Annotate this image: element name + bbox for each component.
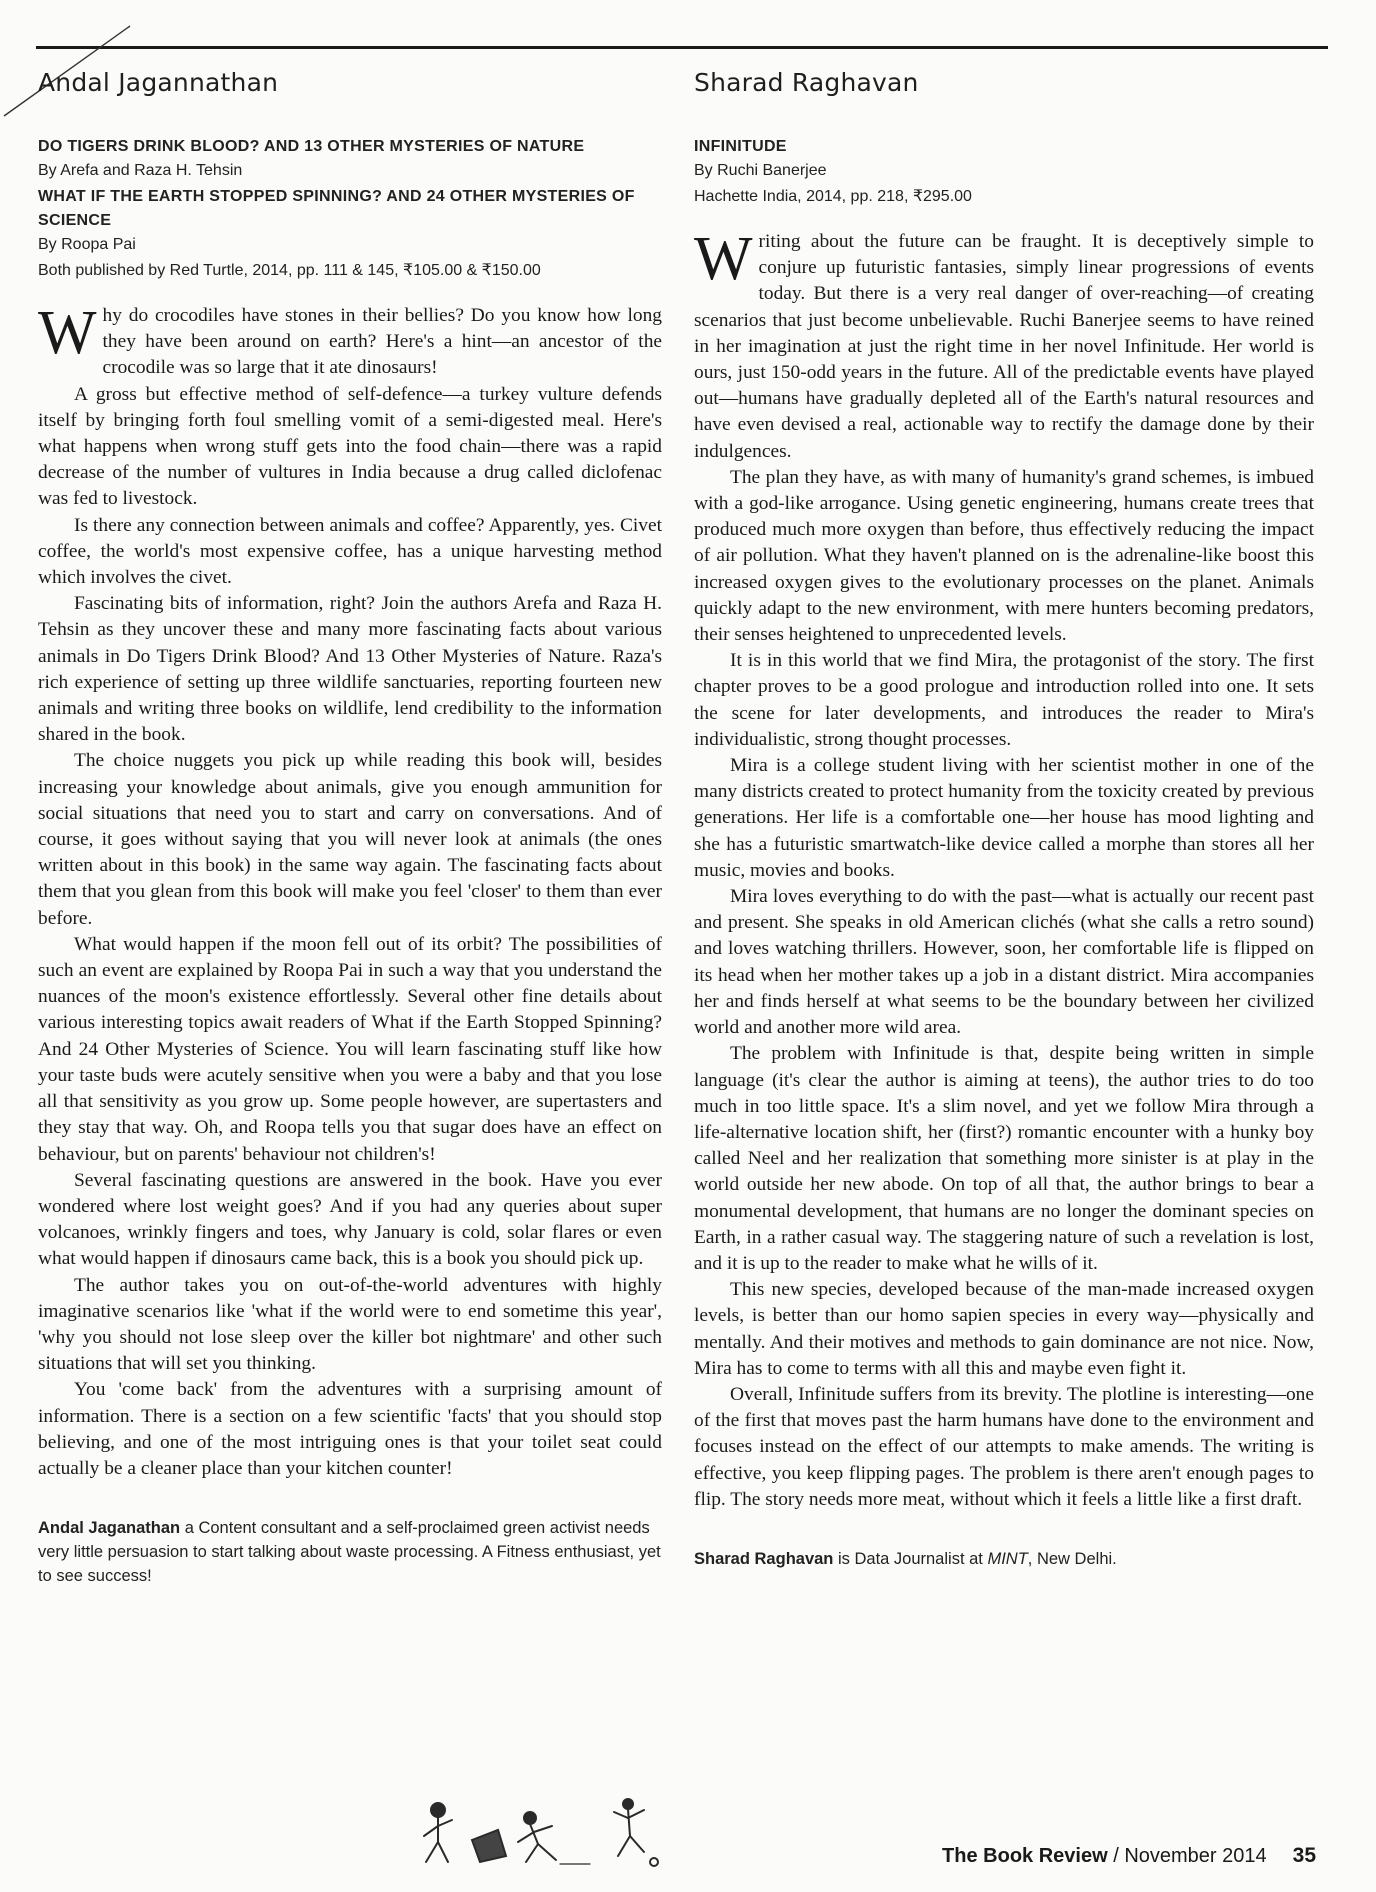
right-dropcap: W xyxy=(694,225,753,293)
left-book-details xyxy=(38,135,662,283)
book2-authors: By Roopa Pai xyxy=(38,236,136,253)
right-book-author: By Ruchi Banerjee xyxy=(694,162,827,179)
left-publication-info: Both published by Red Turtle, 2014, pp. 111 & 145, ₹105.00 & ₹150.00 xyxy=(38,262,541,279)
right-review-column xyxy=(694,60,1314,1571)
right-paragraph-1 xyxy=(694,225,1314,465)
footer-page-number: 35 xyxy=(1292,1844,1316,1867)
right-bio-name: Sharad Raghavan xyxy=(694,1549,834,1568)
book2-title: WHAT IF THE EARTH STOPPED SPINNING? AND 24 OTHER MYSTERIES OF SCIENCE xyxy=(38,188,635,229)
left-paragraph-3: Is there any connection between animals and coffee? Apparently, yes. Civet coffee, the world's most expensive coffee, has a unique harvesting method which involves the civet. xyxy=(38,514,662,589)
right-book-title: INFINITUDE xyxy=(694,138,787,155)
right-paragraph-6: The problem with Infinitude is that, despite being written in simple language (it's clear the author is aiming at teens), the author tries to do too much in too little space. It's a slim novel, and yet we follow Mira through a life-alternative location shift, her (first?) romantic encounter with a hunky boy called Neel and her realization that something more sinister is at play in the world outside her new abode. On top of all that, the author brings to bear a monumental development, that humans are no longer the dominant species on Earth, in a rather casual way. The staggering nature of such a revelation is lost, and it is up to the reader to make what he wills of it. xyxy=(694,1043,1314,1274)
left-paragraph-7: Several fascinating questions are answered in the book. Have you ever wondered where lost weight goes? And if you had any queries about super volcanoes, wrinkly fingers and toes, why January is cold, solar flares or even what would happen if dinosaurs came back, this is a book you should pick up. xyxy=(38,1169,662,1270)
left-paragraph-1 xyxy=(38,299,662,382)
right-paragraph-5: Mira loves everything to do with the past—what is actually our recent past and present. She speaks in old American clichés (what she calls a retro sound) and loves watching thrillers. However, soon, her comfortable life is flipped on its head when her mother takes up a job in a distant district. Mira accompanies her and finds herself at what seems to be the boundary between her civilized world and another more wild area. xyxy=(694,886,1314,1039)
left-paragraph-5: The choice nuggets you pick up while reading this book will, besides increasing your knowledge about animals, give you enough ammunition for social situations that need you to start and carry on conversations. And of course, it goes without saying that you will never look at animals (the ones written about in this book) in the same way again. The fascinating facts about them that you glean from this book will make you feel 'closer' to them than ever before. xyxy=(38,750,662,929)
right-paragraph-7: This new species, developed because of the man-made increased oxygen levels, is better than our homo sapien species in every way—physically and mentally. And their motives and methods to gain dominance are not nice. Now, Mira has to come to terms with all this and maybe even fight it. xyxy=(694,1279,1314,1379)
right-paragraph-4: Mira is a college student living with her scientist mother in one of the many districts created to protect humanity from the toxicity created by previous generations. Her life is a comfortable one—her house has mood lighting and she has a futuristic smartwatch-like device called a morphe than stores all her music, movies and books. xyxy=(694,755,1314,881)
left-reviewer-name: Andal Jagannathan xyxy=(38,68,279,97)
left-paragraph-8: The author takes you on out-of-the-world adventures with highly imaginative scenarios like 'what if the world were to end sometime this year', 'why you should not lose sleep over the killer bot nightmare' and other such situations that will set you thinking. xyxy=(38,1274,662,1375)
right-paragraph-1-text: riting about the future can be fraught. It is deceptively simple to conjure up futuristic fantasies, simply linear progressions of events today. But there is a very real danger of over-reaching—of creating scenarios that just become unbelievable. Ruchi Banerjee seems to have reined in her imagination at just the right time in her novel Infinitude. Her world is ours, just 150-odd years in the future. All of the predictable events have played out—humans have gradually depleted all of the Earth's natural resources and have even devised a real, actionable way to rectify the damage done by their indulgences. xyxy=(694,231,1314,462)
left-bio-text: a Content consultant and a self-proclaimed green activist needs very little persuasion to start talking about waste processing. A Fitness enthusiast, yet to see success! xyxy=(38,1519,661,1586)
right-bio-publication: MINT xyxy=(987,1549,1028,1568)
decorative-figures-illustration xyxy=(410,1790,665,1870)
right-paragraph-8: Overall, Infinitude suffers from its brevity. The plotline is interesting—one of the first that moves past the harm humans have done to the environment and focuses instead on the effect of our attempts to make amends. The writing is effective, you keep flipping pages. The problem is there aren't enough pages to flip. The story needs more meat, without which it feels a little like a first draft. xyxy=(694,1383,1314,1510)
left-paragraph-9: You 'come back' from the adventures with a surprising amount of information. There is a section on a few scientific 'facts' that you should stop believing, and one of the most intriguing ones is that your toilet seat could actually be a cleaner place than your kitchen counter! xyxy=(38,1379,662,1479)
right-paragraph-2: The plan they have, as with many of humanity's grand schemes, is imbued with a god-like arrogance. Using genetic engineering, humans create trees that produced much more oxygen than before, thus effectively reducing the impact of air pollution. What they haven't planned on is the adrenaline-like boost this increased oxygen gives to the evolutionary processes on the planet. Animals quickly adapt to the new environment, with mere hunters becoming predators, their senses heightened to unprecedented levels. xyxy=(694,466,1314,646)
left-paragraph-6: What would happen if the moon fell out of its orbit? The possibilities of such an event are explained by Roopa Pai in such a way that you understand the nuances of the moon's existence effortlessly. Several other fine details about various interesting topics await readers of What if the Earth Stopped Spinning? And 24 Other Mysteries of Science. You will learn fascinating stuff like how your taste buds were acutely sensitive when you were a baby and that you lose all that sensitivity as you grow up. Some people however, are supertasters and they stay that way. Oh, and Roopa tells you that sugar does have an effect on behaviour, but on parents' behaviour not children's! xyxy=(38,933,662,1165)
left-paragraph-2: A gross but effective method of self-defence—a turkey vulture defends itself by bringing forth foul smelling vomit of a semi-digested meal. Here's what happens when wrong stuff gets into the food chain—there was a rapid decrease of the number of vultures in India because a drug called diclofenac was fed to livestock. xyxy=(38,383,662,510)
right-review-body xyxy=(694,225,1314,1513)
left-reviewer-bio xyxy=(38,1516,662,1588)
page-footer xyxy=(942,1844,1316,1868)
book1-authors: By Arefa and Raza H. Tehsin xyxy=(38,162,243,179)
footer-issue-date: / November 2014 xyxy=(1107,1845,1267,1867)
left-paragraph-4: Fascinating bits of information, right? Join the authors Arefa and Raza H. Tehsin as they uncover these and many more fascinating facts about various animals in Do Tigers Drink Blood? And 13 Other Mysteries of Nature. Raza's rich experience of setting up three wildlife sanctuaries, reporting fourteen new animals and writing three books on wildlife, lend credibility to the information shared in the book. xyxy=(38,593,662,746)
right-bio-text-2: , New Delhi. xyxy=(1027,1549,1117,1568)
right-reviewer-name: Sharad Raghavan xyxy=(694,68,919,97)
left-bio-name: Andal Jaganathan xyxy=(38,1519,181,1538)
left-paragraph-1-text: hy do crocodiles have stones in their bellies? Do you know how long they have been around on earth? Here's a hint—an ancestor of the crocodile was so large that it ate dinosaurs! xyxy=(102,305,662,379)
left-dropcap: W xyxy=(38,299,97,367)
top-rule xyxy=(36,46,1328,49)
right-publication-info: Hachette India, 2014, pp. 218, ₹295.00 xyxy=(694,188,972,205)
left-review-column xyxy=(38,60,662,1588)
right-reviewer-bio xyxy=(694,1547,1314,1571)
book1-title: DO TIGERS DRINK BLOOD? AND 13 OTHER MYSTERIES OF NATURE xyxy=(38,138,585,155)
right-bio-text-1: is Data Journalist at xyxy=(833,1549,988,1568)
footer-magazine-name: The Book Review xyxy=(942,1845,1108,1867)
right-paragraph-3: It is in this world that we find Mira, the protagonist of the story. The first chapter proves to be a good prologue and introduction rolled into one. It sets the scene for later developments, and introduces the reader to Mira's individualistic, strong thought processes. xyxy=(694,650,1314,750)
left-review-body xyxy=(38,299,662,1482)
right-book-details xyxy=(694,135,1314,209)
